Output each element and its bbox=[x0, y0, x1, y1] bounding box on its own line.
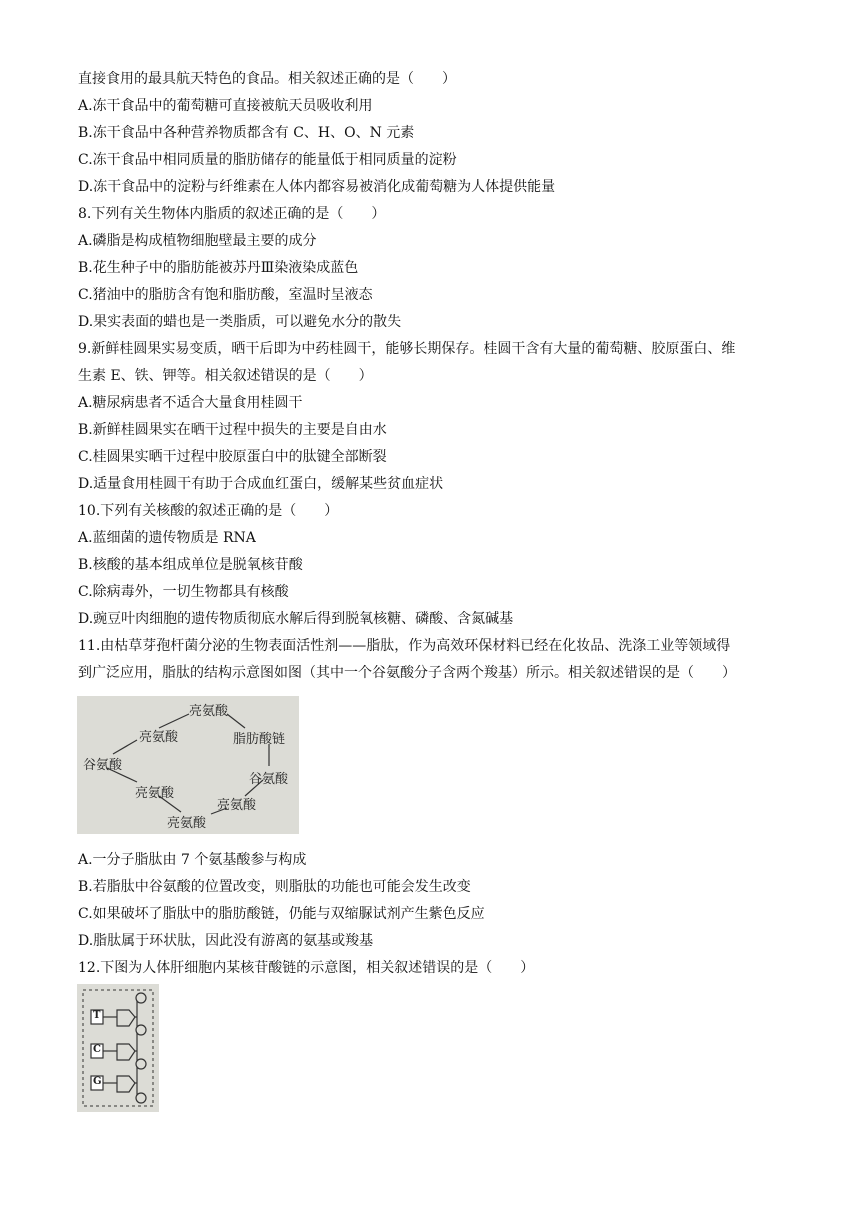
question-8: 8.下列有关生物体内脂质的叙述正确的是（ ） bbox=[78, 206, 386, 222]
text-line: C.猪油中的脂肪含有饱和脂肪酸，室温时呈液态 bbox=[78, 287, 373, 303]
text-line: 到广泛应用，脂肽的结构示意图如图（其中一个谷氨酸分子含两个羧基）所示。相关叙述错误的是（ ） bbox=[78, 665, 736, 681]
text-line: A.糖尿病患者不适合大量食用桂圆干 bbox=[78, 395, 303, 411]
text-line: C.冻干食品中相同质量的脂肪储存的能量低于相同质量的淀粉 bbox=[78, 152, 457, 168]
text-line: D.冻干食品中的淀粉与纤维素在人体内都容易被消化成葡萄糖为人体提供能量 bbox=[78, 179, 556, 195]
text-line: 直接食用的最具航天特色的食品。相关叙述正确的是（ ） bbox=[78, 71, 456, 87]
amino-acid-label: 亮氨酸 bbox=[217, 798, 257, 813]
amino-acid-label: 亮氨酸 bbox=[139, 730, 179, 745]
text-line: C.如果破坏了脂肽中的脂肪酸链，仍能与双缩脲试剂产生紫色反应 bbox=[78, 906, 485, 922]
amino-acid-label: 亮氨酸 bbox=[135, 786, 175, 801]
text-line: B.新鲜桂圆果实在晒干过程中损失的主要是自由水 bbox=[78, 422, 387, 438]
base-label: C bbox=[93, 1044, 101, 1055]
question-11: 11.由枯草芽孢杆菌分泌的生物表面活性剂——脂肽，作为高效环保材料已经在化妆品、洗涤工业等领域得 bbox=[78, 638, 731, 654]
question-10: 10.下列有关核酸的叙述正确的是（ ） bbox=[78, 503, 339, 519]
amino-acid-label: 亮氨酸 bbox=[189, 704, 229, 719]
text-line: B.花生种子中的脂肪能被苏丹Ⅲ染液染成蓝色 bbox=[78, 260, 359, 276]
text-line: D.果实表面的蜡也是一类脂质，可以避免水分的散失 bbox=[78, 314, 402, 330]
text-line: D.豌豆叶肉细胞的遗传物质彻底水解后得到脱氧核糖、磷酸、含氮碱基 bbox=[78, 611, 514, 627]
text-line: B.若脂肽中谷氨酸的位置改变，则脂肽的功能也可能会发生改变 bbox=[78, 879, 471, 895]
base-label: G bbox=[93, 1076, 102, 1087]
question-12: 12.下图为人体肝细胞内某核苷酸链的示意图，相关叙述错误的是（ ） bbox=[78, 960, 535, 976]
text-line: A.冻干食品中的葡萄糖可直接被航天员吸收利用 bbox=[78, 98, 373, 114]
text-line: A.蓝细菌的遗传物质是 RNA bbox=[78, 530, 256, 546]
lipopeptide-structure-figure bbox=[77, 696, 299, 834]
base-label: T bbox=[93, 1010, 101, 1021]
text-line: B.核酸的基本组成单位是脱氧核苷酸 bbox=[78, 557, 303, 573]
text-line: D.脂肽属于环状肽，因此没有游离的氨基或羧基 bbox=[78, 933, 374, 949]
text-line: A.磷脂是构成植物细胞壁最主要的成分 bbox=[78, 233, 317, 249]
text-line: B.冻干食品中各种营养物质都含有 C、H、O、N 元素 bbox=[78, 125, 415, 141]
text-line: D.适量食用桂圆干有助于合成血红蛋白，缓解某些贫血症状 bbox=[78, 476, 444, 492]
question-9: 9.新鲜桂圆果实易变质，晒干后即为中药桂圆干，能够长期保存。桂圆干含有大量的葡萄糖、胶原蛋白、维 bbox=[78, 341, 736, 357]
amino-acid-label: 亮氨酸 bbox=[167, 816, 207, 831]
text-line: C.桂圆果实晒干过程中胶原蛋白中的肽键全部断裂 bbox=[78, 449, 387, 465]
nucleotide-chain-figure bbox=[77, 984, 159, 1112]
text-line: 生素 E、铁、钾等。相关叙述错误的是（ ） bbox=[78, 368, 373, 384]
fatty-acid-chain-label: 脂肪酸链 bbox=[233, 732, 286, 747]
nucleotide-chain-drawing bbox=[77, 984, 159, 1112]
text-line: C.除病毒外，一切生物都具有核酸 bbox=[78, 584, 289, 600]
text-line: A.一分子脂肽由 7 个氨基酸参与构成 bbox=[78, 852, 307, 868]
amino-acid-label: 谷氨酸 bbox=[249, 772, 289, 787]
amino-acid-label: 谷氨酸 bbox=[83, 758, 123, 773]
